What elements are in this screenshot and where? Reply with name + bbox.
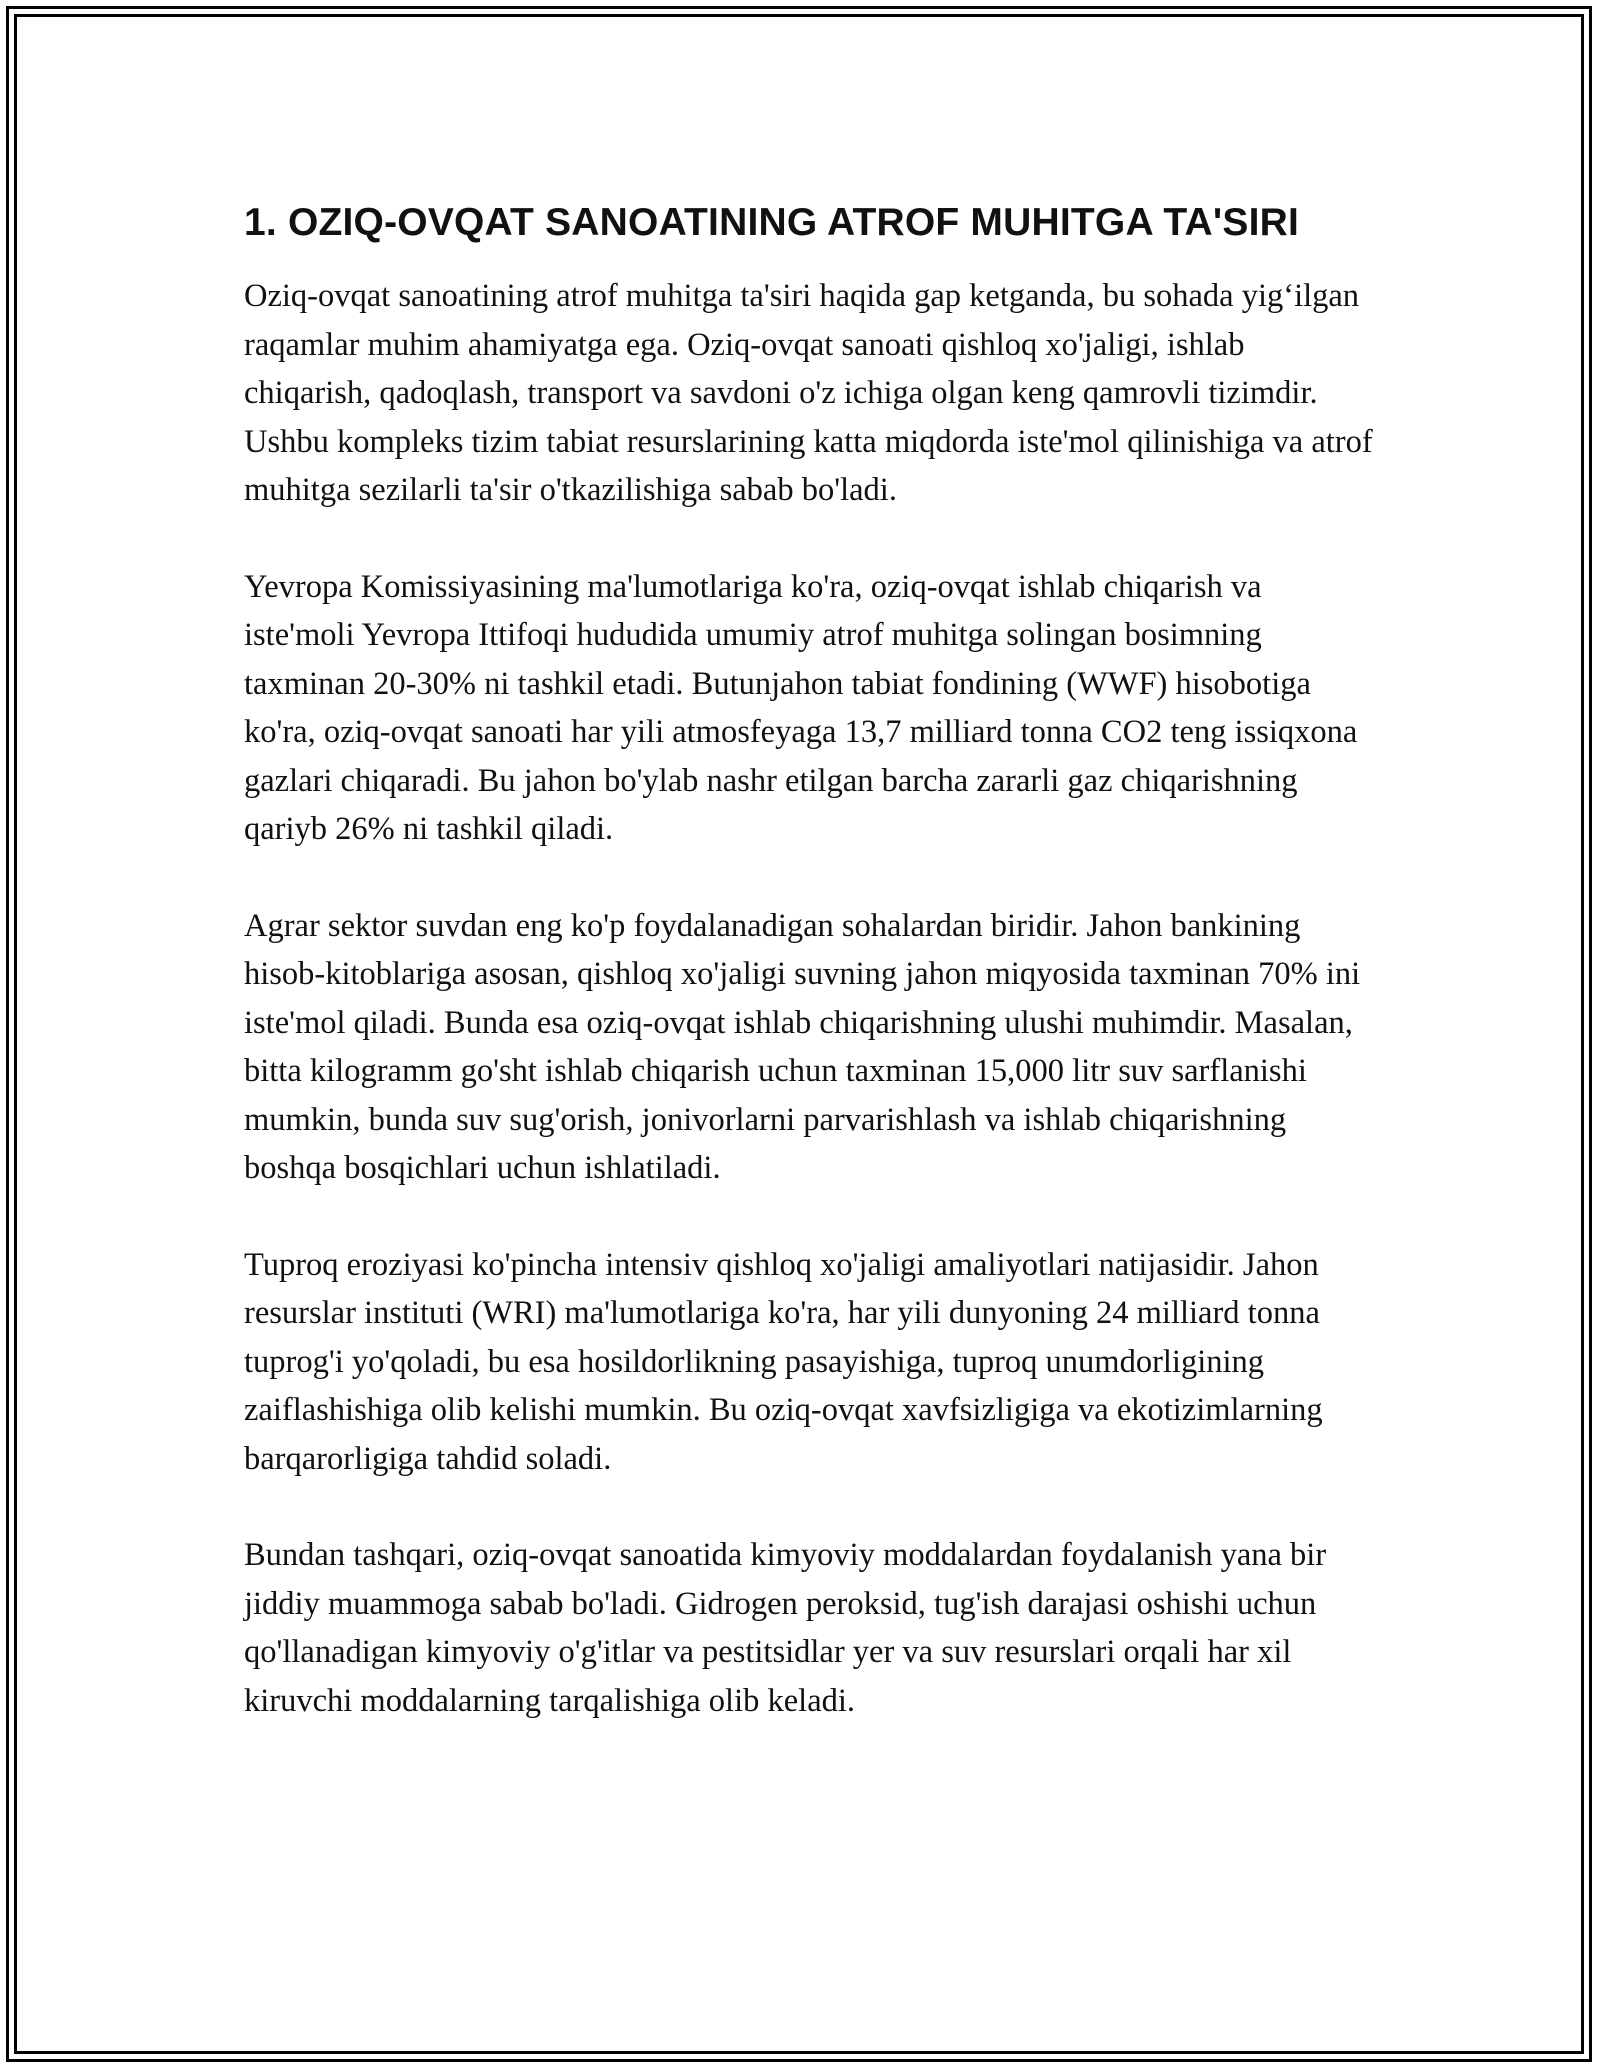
paragraph-4: Tuproq eroziyasi ko'pincha intensiv qishloq xo'jaligi amaliyotlari natijasidir. Jahon resurslar instituti (WRI) ma'lumotlariga ko'ra, har yili dunyoning 24 milliard tonna tuprog'i yo'qoladi, bu esa hosildorlikning pasayishiga, tuproq unumdorligining zaiflashishiga olib kelishi mumkin. Bu oziq-ovqat xavfsizligiga va ekotizimlarning barqarorligiga tahdid soladi. — [244, 1246, 1323, 1477]
page-border — [6, 6, 1592, 2062]
document-body — [244, 195, 1374, 1773]
paragraph-3: Agrar sektor suvdan eng ko'p foydalanadigan sohalardan biridir. Jahon bankining hisob-kitoblariga asosan, qishloq xo'jaligi suvning jahon miqyosida taxminan 70% ini iste'mol qiladi. Bunda esa oziq-ovqat ishlab chiqarishning ulushi muhimdir. Masalan, bitta kilogramm go'sht ishlab chiqarish uchun taxminan 15,000 litr suv sarflanishi mumkin, bunda suv sug'orish, jonivorlarni parvarishlash va ishlab chiqarishning boshqa bosqichlari uchun ishlatiladi. — [244, 907, 1361, 1186]
paragraph-1: Oziq-ovqat sanoatining atrof muhitga ta'siri haqida gap ketganda, bu sohada yig‘ilgan raqamlar muhim ahamiyatga ega. Oziq-ovqat sanoati qishloq xo'jaligi, ishlab chiqarish, qadoqlash, transport va savdoni o'z ichiga olgan keng qamrovli tizimdir. Ushbu kompleks tizim tabiat resurslarining katta miqdorda iste'mol qilinishiga va atrof muhitga sezilarli ta'sir o'tkazilishiga sabab bo'ladi. — [244, 278, 1373, 508]
section-heading: 1. OZIQ-OVQAT SANOATINING ATROF MUHITGA TA'SIRI — [244, 201, 1300, 244]
paragraph-5: Bundan tashqari, oziq-ovqat sanoatida kimyoviy moddalardan foydalanish yana bir jiddiy muammoga sabab bo'ladi. Gidrogen peroksid, tug'ish darajasi oshishi uchun qo'llanadigan kimyoviy o'g'itlar va pestitsidlar yer va suv resurslari orqali har xil kiruvchi moddalarning tarqalishiga olib keladi. — [244, 1537, 1327, 1719]
paragraph-2: Yevropa Komissiyasining ma'lumotlariga ko'ra, oziq-ovqat ishlab chiqarish va iste'moli Yevropa Ittifoqi hududida umumiy atrof muhitga solingan bosimning taxminan 20-30% ni tashkil etadi. Butunjahon tabiat fondining (WWF) hisobotiga ko'ra, oziq-ovqat sanoati har yili atmosfeyaga 13,7 milliard tonna CO2 teng issiqxona gazlari chiqaradi. Bu jahon bo'ylab nashr etilgan barcha zararli gaz chiqarishning qariyb 26% ni tashkil qiladi. — [244, 568, 1358, 847]
